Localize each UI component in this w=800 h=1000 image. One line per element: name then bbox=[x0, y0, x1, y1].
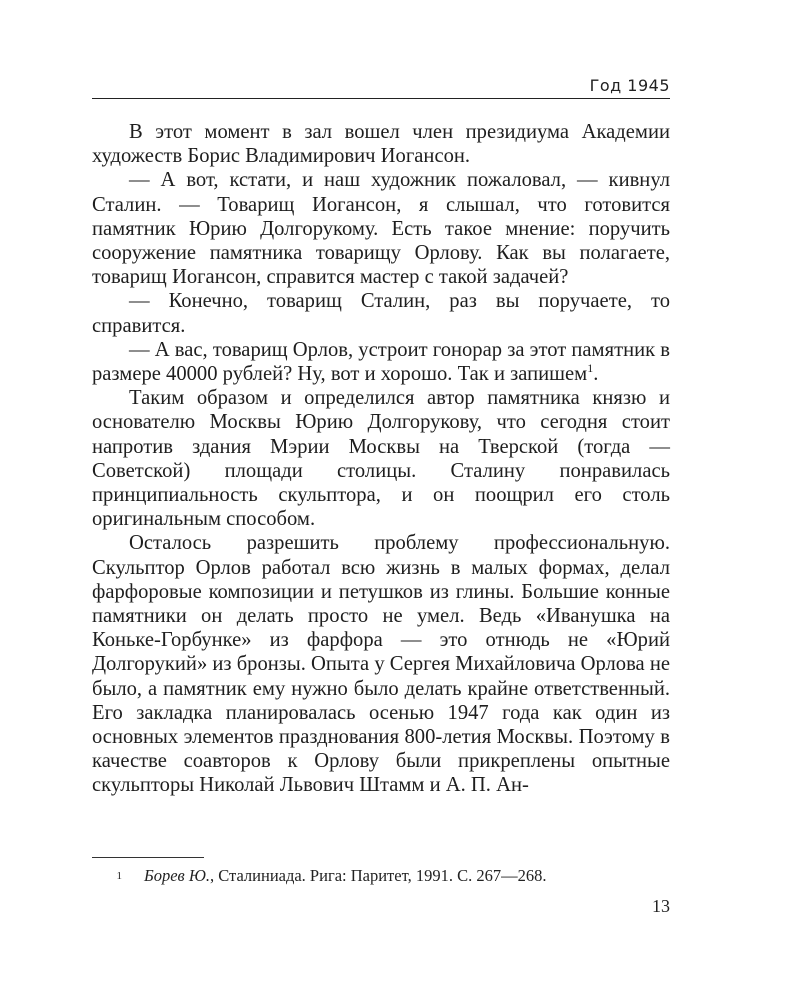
paragraph: Осталось разрешить проблему профессиональную. Скульптор Орлов работал всю жизнь в малых формах, делал фарфоровые композиции и петушков из глины. Большие конные памятники он делать просто не умел. Ведь «Иванушка на Коньке-Горбунке» из фарфора — это отнюдь не «Юрий Долгорукий» из бронзы. Опыта у Сергея Михайловича Орлова не было, а памятник ему нужно было делать крайне ответственный. Его закладка планировалась осенью 1947 года как один из основных элементов празднования 800-летия Москвы. Поэтому в качестве соавторов к Орлову были прикреплены опытные скульпторы Николай Львович Штамм и А. П. Ан- bbox=[92, 532, 670, 797]
paragraph: — А вот, кстати, и наш художник пожаловал, — кивнул Сталин. — Товарищ Иогансон, я слышал, что готовится памятник Юрию Долгорукому. Есть такое мнение: поручить сооружение памятника товарищу Орлову. Как вы полагаете, товарищ Иогансон, справится мастер с такой задачей? bbox=[92, 169, 670, 289]
paragraph-text: — А вас, товарищ Орлов, устроит гонорар за этот памятник в размере 40000 рублей? Ну, вот и хорошо. Так и запишем bbox=[92, 338, 670, 386]
footnote-text: , Сталиниада. Рига: Паритет, 1991. С. 267—268. bbox=[210, 866, 547, 885]
paragraph: — Конечно, товарищ Сталин, раз вы поручаете, то справится. bbox=[92, 290, 670, 337]
footnote-rule bbox=[92, 857, 204, 858]
footnote-number: 1 bbox=[116, 870, 122, 882]
paragraph: Таким образом и определился автор памятника князю и основателю Москвы Юрию Долгорукову, что сегодня стоит напротив здания Мэрии Москвы на Тверской (тогда — Советской) площади столицы. Сталину понравилась принципиальность скульптора, и он поощрил его столь оригинальным способом. bbox=[92, 387, 670, 531]
running-head: Год 1945 bbox=[589, 76, 670, 95]
footnote-author: Борев Ю. bbox=[144, 866, 210, 885]
footnote-marker: 1 bbox=[587, 361, 594, 376]
paragraph-end: . bbox=[593, 363, 599, 386]
paragraph: В этот момент в зал вошел член президиума Академии художеств Борис Владимирович Иогансон. bbox=[92, 121, 670, 168]
header-rule bbox=[92, 98, 670, 99]
body-text bbox=[92, 120, 670, 798]
paragraph bbox=[92, 338, 670, 386]
page-number: 13 bbox=[652, 896, 670, 916]
footnote bbox=[92, 866, 670, 886]
